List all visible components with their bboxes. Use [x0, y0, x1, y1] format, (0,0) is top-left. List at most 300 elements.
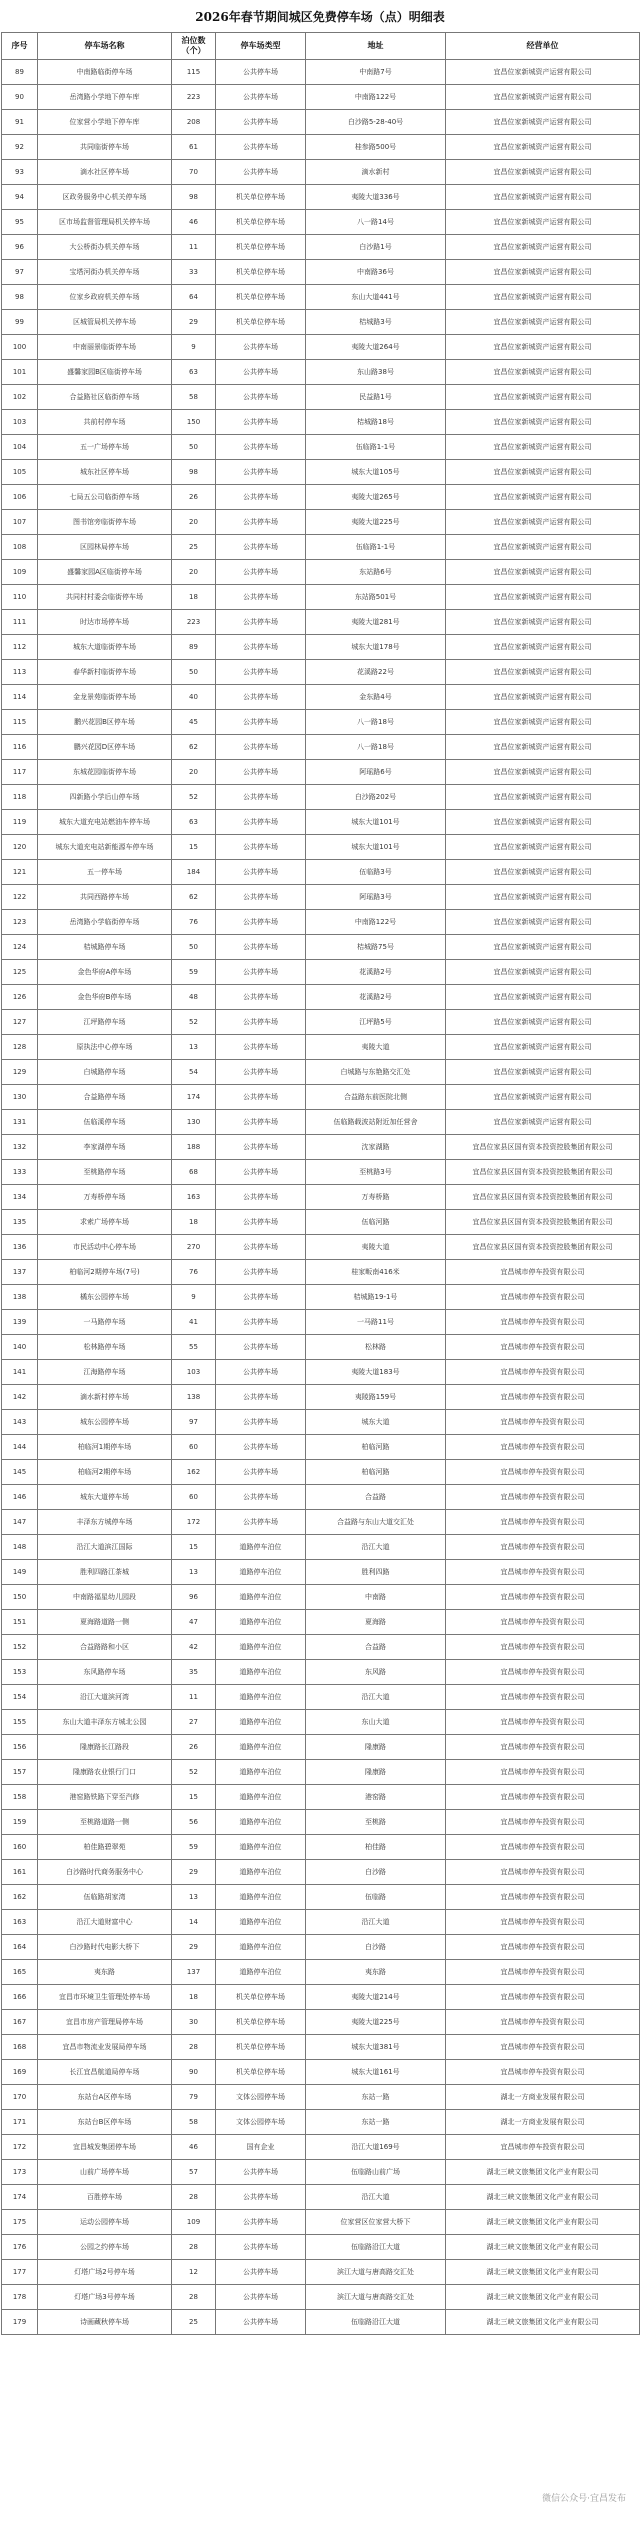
- cell-name: 位家营小学地下停车库: [38, 110, 172, 135]
- cell-type: 机关单位停车场: [216, 2060, 306, 2085]
- cell-type: 公共停车场: [216, 560, 306, 585]
- cell-address: 桔城路3号: [306, 310, 446, 335]
- cell-no: 154: [2, 1685, 38, 1710]
- cell-type: 道路停车泊位: [216, 1935, 306, 1960]
- table-row: [2, 1760, 640, 1785]
- cell-operator: 宜昌位家新城资产运营有限公司: [446, 935, 640, 960]
- cell-operator: 湖北三峡文旅集团文化产业有限公司: [446, 2310, 640, 2335]
- table-row: [2, 1110, 640, 1135]
- cell-spaces: 79: [172, 2085, 216, 2110]
- cell-no: 149: [2, 1560, 38, 1585]
- cell-type: 公共停车场: [216, 1010, 306, 1035]
- cell-no: 100: [2, 335, 38, 360]
- cell-no: 172: [2, 2135, 38, 2160]
- cell-no: 131: [2, 1110, 38, 1135]
- table-row: [2, 1510, 640, 1535]
- cell-spaces: 97: [172, 1410, 216, 1435]
- cell-no: 175: [2, 2210, 38, 2235]
- cell-spaces: 28: [172, 2285, 216, 2310]
- cell-name: 宝塔河街办机关停车场: [38, 260, 172, 285]
- cell-operator: 宜昌位家新城资产运营有限公司: [446, 760, 640, 785]
- cell-no: 124: [2, 935, 38, 960]
- cell-no: 168: [2, 2035, 38, 2060]
- cell-name: 白沙路时代电影大桥下: [38, 1935, 172, 1960]
- cell-name: 金色华府A停车场: [38, 960, 172, 985]
- cell-address: 花溪路2号: [306, 960, 446, 985]
- cell-name: 城东大道停车场: [38, 1485, 172, 1510]
- cell-type: 公共停车场: [216, 1435, 306, 1460]
- table-row: [2, 1560, 640, 1585]
- cell-type: 公共停车场: [216, 810, 306, 835]
- cell-name: 金色华府B停车场: [38, 985, 172, 1010]
- cell-address: 夷陵大道265号: [306, 485, 446, 510]
- cell-name: 柏临河2期停车场(7号): [38, 1260, 172, 1285]
- cell-no: 136: [2, 1235, 38, 1260]
- cell-spaces: 46: [172, 210, 216, 235]
- cell-address: 沿江大道169号: [306, 2135, 446, 2160]
- cell-address: 白沙路: [306, 1935, 446, 1960]
- cell-address: 东站一路: [306, 2085, 446, 2110]
- cell-spaces: 54: [172, 1060, 216, 1085]
- cell-operator: 宜昌位家新城资产运营有限公司: [446, 160, 640, 185]
- cell-address: 合益路东前医院北侧: [306, 1085, 446, 1110]
- table-row: [2, 1285, 640, 1310]
- cell-address: 万寿桥路: [306, 1185, 446, 1210]
- table-row: [2, 1385, 640, 1410]
- cell-address: 夷陵大道: [306, 1235, 446, 1260]
- table-row: [2, 310, 640, 335]
- cell-spaces: 28: [172, 2185, 216, 2210]
- cell-address: 滴水新村: [306, 160, 446, 185]
- cell-spaces: 29: [172, 1935, 216, 1960]
- cell-operator: 宜昌城市停车投资有限公司: [446, 1785, 640, 1810]
- cell-address: 夏海路: [306, 1610, 446, 1635]
- cell-type: 公共停车场: [216, 360, 306, 385]
- cell-address: 中南路122号: [306, 910, 446, 935]
- table-row: [2, 435, 640, 460]
- cell-name: 胜利四路江茶城: [38, 1560, 172, 1585]
- cell-no: 111: [2, 610, 38, 635]
- table-row: [2, 585, 640, 610]
- cell-name: 共前村停车场: [38, 410, 172, 435]
- cell-address: 东山路38号: [306, 360, 446, 385]
- cell-spaces: 68: [172, 1160, 216, 1185]
- cell-address: 伍临路1-1号: [306, 435, 446, 460]
- cell-operator: 宜昌位家新城资产运营有限公司: [446, 610, 640, 635]
- cell-operator: 宜昌城市停车投资有限公司: [446, 1585, 640, 1610]
- cell-address: 松林路: [306, 1335, 446, 1360]
- cell-no: 144: [2, 1435, 38, 1460]
- cell-type: 公共停车场: [216, 1260, 306, 1285]
- cell-name: 柏临河1期停车场: [38, 1435, 172, 1460]
- cell-operator: 宜昌城市停车投资有限公司: [446, 1410, 640, 1435]
- cell-type: 公共停车场: [216, 460, 306, 485]
- cell-type: 公共停车场: [216, 2210, 306, 2235]
- cell-name: 一马路停车场: [38, 1310, 172, 1335]
- cell-type: 道路停车泊位: [216, 1735, 306, 1760]
- cell-name: 至桃路道路一侧: [38, 1810, 172, 1835]
- cell-spaces: 20: [172, 760, 216, 785]
- cell-operator: 宜昌位家新城资产运营有限公司: [446, 835, 640, 860]
- cell-spaces: 137: [172, 1960, 216, 1985]
- cell-spaces: 45: [172, 710, 216, 735]
- cell-type: 公共停车场: [216, 1485, 306, 1510]
- cell-no: 158: [2, 1785, 38, 1810]
- cell-address: 合益路与东山大道交汇处: [306, 1510, 446, 1535]
- cell-operator: 湖北一方商业发展有限公司: [446, 2110, 640, 2135]
- cell-name: 共同村村委会临街停车场: [38, 585, 172, 610]
- cell-no: 152: [2, 1635, 38, 1660]
- cell-name: 求索广场停车场: [38, 1210, 172, 1235]
- cell-no: 141: [2, 1360, 38, 1385]
- cell-name: 宜昌城发集团停车场: [38, 2135, 172, 2160]
- cell-name: 丰泽东方城停车场: [38, 1510, 172, 1535]
- cell-type: 道路停车泊位: [216, 1760, 306, 1785]
- cell-address: 民益路1号: [306, 385, 446, 410]
- cell-operator: 宜昌城市停车投资有限公司: [446, 1935, 640, 1960]
- cell-spaces: 50: [172, 935, 216, 960]
- cell-no: 113: [2, 660, 38, 685]
- cell-address: 夷东路: [306, 1960, 446, 1985]
- cell-type: 道路停车泊位: [216, 1610, 306, 1635]
- cell-no: 102: [2, 385, 38, 410]
- cell-name: 合益路社区临街停车场: [38, 385, 172, 410]
- cell-name: 柏佳路碧翠苑: [38, 1835, 172, 1860]
- cell-operator: 宜昌城市停车投资有限公司: [446, 1860, 640, 1885]
- cell-spaces: 30: [172, 2010, 216, 2035]
- cell-name: 鹏兴花园D区停车场: [38, 735, 172, 760]
- cell-operator: 宜昌位家新城资产运营有限公司: [446, 785, 640, 810]
- cell-operator: 宜昌城市停车投资有限公司: [446, 2135, 640, 2160]
- cell-spaces: 138: [172, 1385, 216, 1410]
- cell-type: 道路停车泊位: [216, 1685, 306, 1710]
- cell-spaces: 50: [172, 435, 216, 460]
- cell-operator: 宜昌城市停车投资有限公司: [446, 1835, 640, 1860]
- cell-spaces: 29: [172, 1860, 216, 1885]
- table-body: [2, 60, 640, 2335]
- cell-no: 157: [2, 1760, 38, 1785]
- cell-spaces: 35: [172, 1660, 216, 1685]
- cell-spaces: 13: [172, 1035, 216, 1060]
- cell-name: 合益路停车场: [38, 1085, 172, 1110]
- cell-type: 公共停车场: [216, 535, 306, 560]
- cell-type: 道路停车泊位: [216, 1560, 306, 1585]
- table-row: [2, 1210, 640, 1235]
- cell-no: 170: [2, 2085, 38, 2110]
- table-row: [2, 535, 640, 560]
- cell-operator: 宜昌城市停车投资有限公司: [446, 1810, 640, 1835]
- cell-spaces: 48: [172, 985, 216, 1010]
- cell-spaces: 184: [172, 860, 216, 885]
- cell-operator: 湖北三峡文旅集团文化产业有限公司: [446, 2285, 640, 2310]
- cell-spaces: 59: [172, 960, 216, 985]
- cell-operator: 宜昌城市停车投资有限公司: [446, 2035, 640, 2060]
- cell-no: 179: [2, 2310, 38, 2335]
- cell-no: 176: [2, 2235, 38, 2260]
- header-spaces: 泊位数（个）: [172, 33, 216, 60]
- cell-type: 公共停车场: [216, 2235, 306, 2260]
- table-row: [2, 1635, 640, 1660]
- cell-address: 伍临路1-1号: [306, 535, 446, 560]
- cell-operator: 宜昌位家新城资产运营有限公司: [446, 285, 640, 310]
- cell-type: 道路停车泊位: [216, 1885, 306, 1910]
- cell-name: 东站台B区停车场: [38, 2110, 172, 2135]
- cell-name: 长江宜昌航道局停车场: [38, 2060, 172, 2085]
- cell-operator: 宜昌位家新城资产运营有限公司: [446, 535, 640, 560]
- table-row: [2, 810, 640, 835]
- cell-address: 花溪路22号: [306, 660, 446, 685]
- cell-no: 120: [2, 835, 38, 860]
- cell-no: 109: [2, 560, 38, 585]
- cell-type: 公共停车场: [216, 2260, 306, 2285]
- cell-no: 96: [2, 235, 38, 260]
- cell-type: 道路停车泊位: [216, 1660, 306, 1685]
- cell-no: 130: [2, 1085, 38, 1110]
- cell-address: 滨江大道与唐高路交汇处: [306, 2285, 446, 2310]
- cell-type: 机关单位停车场: [216, 185, 306, 210]
- cell-spaces: 89: [172, 635, 216, 660]
- cell-address: 八一路18号: [306, 710, 446, 735]
- cell-type: 公共停车场: [216, 1235, 306, 1260]
- cell-spaces: 29: [172, 310, 216, 335]
- cell-address: 夷陵大道: [306, 1035, 446, 1060]
- cell-address: 伍临路沿江大道: [306, 2235, 446, 2260]
- cell-type: 公共停车场: [216, 660, 306, 685]
- cell-address: 城东大道: [306, 1410, 446, 1435]
- cell-type: 道路停车泊位: [216, 1910, 306, 1935]
- cell-no: 139: [2, 1310, 38, 1335]
- cell-no: 112: [2, 635, 38, 660]
- table-row: [2, 185, 640, 210]
- cell-no: 133: [2, 1160, 38, 1185]
- cell-name: 沿江大道财富中心: [38, 1910, 172, 1935]
- table-row: [2, 560, 640, 585]
- cell-no: 164: [2, 1935, 38, 1960]
- table-row: [2, 1235, 640, 1260]
- cell-name: 白沙路时代商务服务中心: [38, 1860, 172, 1885]
- cell-name: 滴水新村停车场: [38, 1385, 172, 1410]
- cell-spaces: 163: [172, 1185, 216, 1210]
- cell-no: 138: [2, 1285, 38, 1310]
- table-row: [2, 1085, 640, 1110]
- cell-type: 公共停车场: [216, 610, 306, 635]
- cell-address: 中南路: [306, 1585, 446, 1610]
- cell-address: 夷陵路159号: [306, 1385, 446, 1410]
- cell-spaces: 174: [172, 1085, 216, 1110]
- cell-name: 合益路路和小区: [38, 1635, 172, 1660]
- cell-spaces: 12: [172, 2260, 216, 2285]
- table-row: [2, 1885, 640, 1910]
- header-operator: 经营单位: [446, 33, 640, 60]
- cell-operator: 宜昌位家新城资产运营有限公司: [446, 1035, 640, 1060]
- table-row: [2, 2110, 640, 2135]
- cell-no: 153: [2, 1660, 38, 1685]
- cell-name: 港窑路铁路下穿至汽修: [38, 1785, 172, 1810]
- cell-operator: 宜昌位家新城资产运营有限公司: [446, 635, 640, 660]
- cell-spaces: 57: [172, 2160, 216, 2185]
- header-address: 地址: [306, 33, 446, 60]
- cell-spaces: 14: [172, 1910, 216, 1935]
- cell-no: 108: [2, 535, 38, 560]
- cell-spaces: 150: [172, 410, 216, 435]
- cell-address: 城东大道178号: [306, 635, 446, 660]
- cell-address: 伍临路沿江大道: [306, 2310, 446, 2335]
- cell-type: 公共停车场: [216, 635, 306, 660]
- table-row: [2, 385, 640, 410]
- cell-operator: 宜昌城市停车投资有限公司: [446, 1360, 640, 1385]
- cell-no: 143: [2, 1410, 38, 1435]
- cell-type: 文体公园停车场: [216, 2085, 306, 2110]
- cell-operator: 宜昌城市停车投资有限公司: [446, 1960, 640, 1985]
- cell-name: 沿江大道滨江国际: [38, 1535, 172, 1560]
- cell-address: 夷陵大道214号: [306, 1985, 446, 2010]
- table-row: [2, 2185, 640, 2210]
- cell-operator: 湖北三峡文旅集团文化产业有限公司: [446, 2160, 640, 2185]
- cell-spaces: 40: [172, 685, 216, 710]
- cell-operator: 宜昌位家新城资产运营有限公司: [446, 335, 640, 360]
- cell-type: 公共停车场: [216, 960, 306, 985]
- cell-operator: 宜昌城市停车投资有限公司: [446, 1610, 640, 1635]
- cell-no: 167: [2, 2010, 38, 2035]
- cell-spaces: 52: [172, 785, 216, 810]
- cell-name: 万寿桥停车场: [38, 1185, 172, 1210]
- cell-operator: 宜昌城市停车投资有限公司: [446, 1310, 640, 1335]
- cell-name: 大公桥街办机关停车场: [38, 235, 172, 260]
- cell-no: 117: [2, 760, 38, 785]
- cell-address: 城东大道101号: [306, 835, 446, 860]
- cell-no: 123: [2, 910, 38, 935]
- cell-type: 公共停车场: [216, 1110, 306, 1135]
- cell-type: 公共停车场: [216, 710, 306, 735]
- cell-operator: 宜昌位家新城资产运营有限公司: [446, 1060, 640, 1085]
- cell-type: 公共停车场: [216, 2160, 306, 2185]
- cell-operator: 宜昌位家县区国有资本投资控股集团有限公司: [446, 1185, 640, 1210]
- cell-operator: 宜昌位家新城资产运营有限公司: [446, 110, 640, 135]
- cell-spaces: 26: [172, 485, 216, 510]
- cell-spaces: 27: [172, 1710, 216, 1735]
- cell-name: 盛馨家园A区临街停车场: [38, 560, 172, 585]
- cell-address: 沿江大道: [306, 1535, 446, 1560]
- cell-address: 夷陵大道281号: [306, 610, 446, 635]
- cell-no: 140: [2, 1335, 38, 1360]
- cell-no: 105: [2, 460, 38, 485]
- cell-spaces: 70: [172, 160, 216, 185]
- cell-address: 夷陵大道225号: [306, 2010, 446, 2035]
- cell-address: 中南路7号: [306, 60, 446, 85]
- cell-spaces: 96: [172, 1585, 216, 1610]
- cell-operator: 宜昌城市停车投资有限公司: [446, 1985, 640, 2010]
- cell-name: 东风路停车场: [38, 1660, 172, 1685]
- cell-address: 滨江大道与唐高路交汇处: [306, 2260, 446, 2285]
- cell-no: 160: [2, 1835, 38, 1860]
- cell-type: 道路停车泊位: [216, 1535, 306, 1560]
- table-row: [2, 960, 640, 985]
- table-row: [2, 1860, 640, 1885]
- cell-spaces: 59: [172, 1835, 216, 1860]
- table-row: [2, 1135, 640, 1160]
- table-row: [2, 1010, 640, 1035]
- cell-name: 夷东路: [38, 1960, 172, 1985]
- cell-address: 伍临路3号: [306, 860, 446, 885]
- cell-name: 橘东公园停车场: [38, 1285, 172, 1310]
- cell-name: 七局五公司临街停车场: [38, 485, 172, 510]
- table-row: [2, 2235, 640, 2260]
- cell-address: 桂家畈南416米: [306, 1260, 446, 1285]
- cell-operator: 宜昌城市停车投资有限公司: [446, 1560, 640, 1585]
- cell-type: 道路停车泊位: [216, 1585, 306, 1610]
- cell-spaces: 18: [172, 1985, 216, 2010]
- cell-name: 岳湾路小学临街停车场: [38, 910, 172, 935]
- cell-no: 159: [2, 1810, 38, 1835]
- cell-no: 114: [2, 685, 38, 710]
- table-row: [2, 1610, 640, 1635]
- cell-no: 118: [2, 785, 38, 810]
- cell-name: 岳湾路小学地下停车库: [38, 85, 172, 110]
- cell-no: 156: [2, 1735, 38, 1760]
- cell-operator: 宜昌位家新城资产运营有限公司: [446, 360, 640, 385]
- table-row: [2, 60, 640, 85]
- cell-type: 公共停车场: [216, 1160, 306, 1185]
- table-row: [2, 260, 640, 285]
- table-row: [2, 160, 640, 185]
- cell-address: 至桃路: [306, 1810, 446, 1835]
- table-row: [2, 1585, 640, 1610]
- cell-spaces: 76: [172, 1260, 216, 1285]
- cell-address: 城东大道161号: [306, 2060, 446, 2085]
- cell-no: 161: [2, 1860, 38, 1885]
- cell-operator: 宜昌位家新城资产运营有限公司: [446, 585, 640, 610]
- cell-type: 公共停车场: [216, 510, 306, 535]
- cell-no: 137: [2, 1260, 38, 1285]
- cell-name: 五一停车场: [38, 860, 172, 885]
- cell-spaces: 76: [172, 910, 216, 935]
- cell-operator: 宜昌城市停车投资有限公司: [446, 1435, 640, 1460]
- table-row: [2, 135, 640, 160]
- table-row: [2, 360, 640, 385]
- table-row: [2, 485, 640, 510]
- cell-type: 道路停车泊位: [216, 1835, 306, 1860]
- cell-operator: 宜昌位家新城资产运营有限公司: [446, 310, 640, 335]
- cell-name: 城东公园停车场: [38, 1410, 172, 1435]
- cell-address: 白城路与东艳路交汇处: [306, 1060, 446, 1085]
- table-row: [2, 1735, 640, 1760]
- cell-operator: 宜昌位家新城资产运营有限公司: [446, 735, 640, 760]
- cell-type: 公共停车场: [216, 135, 306, 160]
- table-row: [2, 285, 640, 310]
- cell-no: 110: [2, 585, 38, 610]
- cell-spaces: 28: [172, 2235, 216, 2260]
- cell-operator: 宜昌城市停车投资有限公司: [446, 1635, 640, 1660]
- cell-spaces: 18: [172, 1210, 216, 1235]
- table-row: [2, 835, 640, 860]
- cell-spaces: 63: [172, 360, 216, 385]
- table-row: [2, 1810, 640, 1835]
- cell-type: 机关单位停车场: [216, 310, 306, 335]
- cell-name: 共同临街停车场: [38, 135, 172, 160]
- cell-name: 柏临河2期停车场: [38, 1460, 172, 1485]
- cell-address: 桔城路18号: [306, 410, 446, 435]
- cell-operator: 宜昌位家新城资产运营有限公司: [446, 260, 640, 285]
- cell-type: 公共停车场: [216, 1310, 306, 1335]
- cell-address: 夷陵大道225号: [306, 510, 446, 535]
- cell-name: 东山大道丰泽东方城北公园: [38, 1710, 172, 1735]
- cell-address: 沿江大道: [306, 2185, 446, 2210]
- cell-name: 宜昌市房产管理局停车场: [38, 2010, 172, 2035]
- cell-type: 公共停车场: [216, 110, 306, 135]
- cell-name: 区城管局机关停车场: [38, 310, 172, 335]
- cell-spaces: 42: [172, 1635, 216, 1660]
- cell-spaces: 47: [172, 1610, 216, 1635]
